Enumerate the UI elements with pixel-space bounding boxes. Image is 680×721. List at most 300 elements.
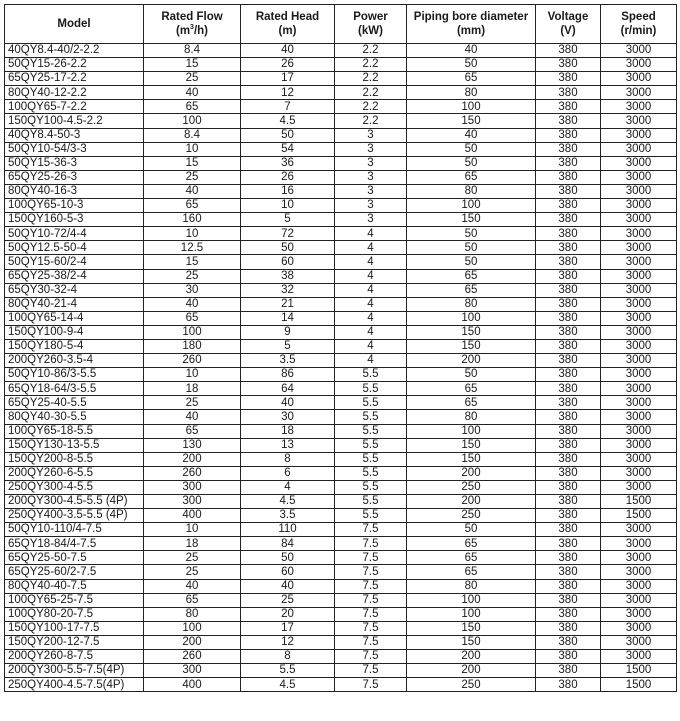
cell-voltage: 380: [536, 410, 601, 424]
cell-speed: 3000: [601, 438, 677, 452]
cell-rated-head: 5: [241, 213, 335, 227]
cell-model: 150QY100-9-4: [5, 325, 144, 339]
cell-rated-flow: 15: [144, 255, 241, 269]
cell-model: 80QY40-12-2.2: [5, 86, 144, 100]
cell-voltage: 380: [536, 283, 601, 297]
cell-power: 5.5: [335, 466, 407, 480]
table-row: [5, 227, 677, 241]
cell-rated-flow: 260: [144, 650, 241, 664]
table-row: [5, 156, 677, 170]
cell-speed: 1500: [601, 664, 677, 678]
cell-rated-flow: 130: [144, 438, 241, 452]
cell-power: 5.5: [335, 424, 407, 438]
cell-rated-flow: 25: [144, 551, 241, 565]
table-row: [5, 635, 677, 649]
cell-speed: 3000: [601, 565, 677, 579]
cell-speed: 3000: [601, 382, 677, 396]
cell-piping-bore: 200: [407, 495, 536, 509]
cell-rated-flow: 180: [144, 339, 241, 353]
table-row: [5, 368, 677, 382]
cell-rated-flow: 80: [144, 607, 241, 621]
cell-piping-bore: 50: [407, 523, 536, 537]
cell-voltage: 380: [536, 44, 601, 58]
cell-rated-flow: 40: [144, 86, 241, 100]
table-row: [5, 551, 677, 565]
cell-rated-flow: 25: [144, 565, 241, 579]
cell-voltage: 380: [536, 156, 601, 170]
cell-rated-flow: 65: [144, 311, 241, 325]
cell-piping-bore: 100: [407, 199, 536, 213]
cell-speed: 3000: [601, 593, 677, 607]
cell-power: 7.5: [335, 635, 407, 649]
cell-rated-flow: 15: [144, 156, 241, 170]
cell-model: 150QY200-8-5.5: [5, 452, 144, 466]
cell-model: 50QY15-26-2.2: [5, 58, 144, 72]
table-row: [5, 142, 677, 156]
table-row: [5, 297, 677, 311]
cell-piping-bore: 150: [407, 325, 536, 339]
cell-rated-head: 50: [241, 128, 335, 142]
cell-rated-head: 36: [241, 156, 335, 170]
table-row: [5, 382, 677, 396]
cell-rated-head: 17: [241, 72, 335, 86]
pump-spec-table: [4, 4, 677, 692]
header-unit: (r/min): [620, 25, 657, 37]
cell-voltage: 380: [536, 269, 601, 283]
cell-voltage: 380: [536, 128, 601, 142]
cell-piping-bore: 250: [407, 678, 536, 692]
cell-model: 150QY100-17-7.5: [5, 621, 144, 635]
cell-piping-bore: 200: [407, 650, 536, 664]
cell-rated-flow: 30: [144, 283, 241, 297]
cell-piping-bore: 50: [407, 142, 536, 156]
cell-power: 3: [335, 170, 407, 184]
cell-speed: 3000: [601, 170, 677, 184]
cell-model: 65QY18-64/3-5.5: [5, 382, 144, 396]
cell-rated-flow: 18: [144, 537, 241, 551]
table-row: [5, 241, 677, 255]
cell-rated-flow: 12.5: [144, 241, 241, 255]
cell-voltage: 380: [536, 664, 601, 678]
cell-speed: 3000: [601, 579, 677, 593]
table-row: [5, 128, 677, 142]
cell-power: 5.5: [335, 396, 407, 410]
table-row: [5, 664, 677, 678]
cell-speed: 3000: [601, 368, 677, 382]
cell-piping-bore: 50: [407, 255, 536, 269]
table-row: [5, 283, 677, 297]
cell-speed: 3000: [601, 283, 677, 297]
cell-piping-bore: 65: [407, 382, 536, 396]
cell-piping-bore: 50: [407, 156, 536, 170]
cell-model: 50QY12.5-50-4: [5, 241, 144, 255]
cell-speed: 3000: [601, 480, 677, 494]
cell-model: 250QY400-4.5-7.5(4P): [5, 678, 144, 692]
cell-rated-head: 64: [241, 382, 335, 396]
cell-voltage: 380: [536, 86, 601, 100]
cell-power: 7.5: [335, 537, 407, 551]
cell-speed: 1500: [601, 678, 677, 692]
cell-piping-bore: 40: [407, 128, 536, 142]
cell-piping-bore: 80: [407, 184, 536, 198]
cell-piping-bore: 80: [407, 86, 536, 100]
cell-speed: 3000: [601, 339, 677, 353]
header-label: Rated Flow: [161, 11, 223, 23]
header-piping-bore: [407, 5, 536, 44]
cell-rated-flow: 25: [144, 396, 241, 410]
cell-voltage: 380: [536, 311, 601, 325]
cell-voltage: 380: [536, 593, 601, 607]
table-row: [5, 86, 677, 100]
cell-piping-bore: 50: [407, 241, 536, 255]
cell-model: 50QY15-36-3: [5, 156, 144, 170]
table-row: [5, 621, 677, 635]
cell-rated-head: 7: [241, 100, 335, 114]
cell-speed: 3000: [601, 128, 677, 142]
cell-piping-bore: 150: [407, 452, 536, 466]
cell-model: 150QY130-13-5.5: [5, 438, 144, 452]
cell-power: 4: [335, 311, 407, 325]
cell-voltage: 380: [536, 523, 601, 537]
header-unit: (kW): [358, 25, 383, 37]
cell-rated-head: 30: [241, 410, 335, 424]
cell-rated-flow: 100: [144, 621, 241, 635]
cell-power: 5.5: [335, 480, 407, 494]
table-row: [5, 579, 677, 593]
cell-piping-bore: 65: [407, 551, 536, 565]
cell-rated-flow: 200: [144, 452, 241, 466]
cell-model: 50QY10-72/4-4: [5, 227, 144, 241]
cell-voltage: 380: [536, 607, 601, 621]
cell-speed: 3000: [601, 213, 677, 227]
cell-rated-flow: 8.4: [144, 44, 241, 58]
cell-rated-head: 14: [241, 311, 335, 325]
cell-model: 50QY15-60/2-4: [5, 255, 144, 269]
table-row: [5, 325, 677, 339]
header-unit: (m: [175, 25, 191, 37]
cell-speed: 3000: [601, 424, 677, 438]
cell-speed: 3000: [601, 72, 677, 86]
cell-power: 5.5: [335, 438, 407, 452]
cell-power: 5.5: [335, 382, 407, 396]
cell-speed: 3000: [601, 621, 677, 635]
cell-speed: 3000: [601, 269, 677, 283]
cell-power: 5.5: [335, 495, 407, 509]
cell-model: 100QY65-7-2.2: [5, 100, 144, 114]
cell-speed: 3000: [601, 142, 677, 156]
cell-model: 250QY300-4-5.5: [5, 480, 144, 494]
cell-voltage: 380: [536, 339, 601, 353]
cell-rated-flow: 18: [144, 382, 241, 396]
cell-piping-bore: 50: [407, 58, 536, 72]
cell-rated-head: 72: [241, 227, 335, 241]
cell-piping-bore: 50: [407, 368, 536, 382]
cell-piping-bore: 80: [407, 579, 536, 593]
cell-piping-bore: 150: [407, 339, 536, 353]
cell-speed: 3000: [601, 184, 677, 198]
table-row: [5, 58, 677, 72]
cell-rated-flow: 300: [144, 480, 241, 494]
cell-power: 7.5: [335, 523, 407, 537]
cell-speed: 3000: [601, 156, 677, 170]
cell-rated-head: 9: [241, 325, 335, 339]
cell-rated-flow: 10: [144, 227, 241, 241]
cell-speed: 3000: [601, 241, 677, 255]
table-row: [5, 424, 677, 438]
cell-power: 5.5: [335, 452, 407, 466]
header-label: Model: [57, 18, 91, 30]
cell-power: 5.5: [335, 509, 407, 523]
table-row: [5, 650, 677, 664]
cell-rated-head: 54: [241, 142, 335, 156]
table-row: [5, 509, 677, 523]
cell-power: 2.2: [335, 114, 407, 128]
cell-model: 50QY10-86/3-5.5: [5, 368, 144, 382]
cell-rated-flow: 160: [144, 213, 241, 227]
cell-rated-flow: 10: [144, 523, 241, 537]
table-row: [5, 678, 677, 692]
cell-voltage: 380: [536, 325, 601, 339]
cell-rated-head: 13: [241, 438, 335, 452]
cell-rated-flow: 200: [144, 635, 241, 649]
cell-piping-bore: 50: [407, 227, 536, 241]
cell-voltage: 380: [536, 466, 601, 480]
cell-power: 7.5: [335, 664, 407, 678]
cell-rated-head: 10: [241, 199, 335, 213]
cell-voltage: 380: [536, 537, 601, 551]
cell-model: 250QY400-3.5-5.5 (4P): [5, 509, 144, 523]
table-row: [5, 396, 677, 410]
cell-piping-bore: 200: [407, 664, 536, 678]
cell-piping-bore: 100: [407, 607, 536, 621]
cell-speed: 3000: [601, 255, 677, 269]
cell-rated-flow: 25: [144, 170, 241, 184]
header-speed: [601, 5, 677, 44]
cell-model: 100QY65-14-4: [5, 311, 144, 325]
table-row: [5, 213, 677, 227]
header-unit: /h): [193, 25, 209, 37]
table-row: [5, 311, 677, 325]
header-label: Speed: [621, 11, 656, 23]
cell-voltage: 380: [536, 480, 601, 494]
cell-power: 4: [335, 241, 407, 255]
cell-power: 2.2: [335, 44, 407, 58]
cell-rated-flow: 25: [144, 269, 241, 283]
table-row: [5, 114, 677, 128]
cell-model: 80QY40-21-4: [5, 297, 144, 311]
cell-rated-head: 60: [241, 565, 335, 579]
cell-voltage: 380: [536, 396, 601, 410]
cell-power: 3: [335, 128, 407, 142]
cell-piping-bore: 65: [407, 565, 536, 579]
cell-speed: 3000: [601, 227, 677, 241]
cell-speed: 3000: [601, 396, 677, 410]
header-row: [5, 5, 677, 44]
cell-power: 4: [335, 283, 407, 297]
cell-power: 3: [335, 156, 407, 170]
cell-power: 7.5: [335, 579, 407, 593]
cell-rated-flow: 40: [144, 410, 241, 424]
cell-voltage: 380: [536, 72, 601, 86]
cell-voltage: 380: [536, 297, 601, 311]
cell-model: 65QY25-38/2-4: [5, 269, 144, 283]
cell-piping-bore: 100: [407, 593, 536, 607]
cell-voltage: 380: [536, 452, 601, 466]
cell-speed: 3000: [601, 410, 677, 424]
cell-rated-head: 20: [241, 607, 335, 621]
cell-piping-bore: 65: [407, 283, 536, 297]
cell-rated-head: 4.5: [241, 495, 335, 509]
header-unit: (V): [560, 25, 576, 37]
cell-power: 4: [335, 354, 407, 368]
table-row: [5, 593, 677, 607]
cell-piping-bore: 65: [407, 537, 536, 551]
header-rated-flow: [144, 5, 241, 44]
cell-model: 50QY10-110/4-7.5: [5, 523, 144, 537]
cell-rated-head: 26: [241, 58, 335, 72]
cell-voltage: 380: [536, 621, 601, 635]
cell-rated-flow: 40: [144, 579, 241, 593]
cell-voltage: 380: [536, 354, 601, 368]
cell-model: 65QY25-60/2-7.5: [5, 565, 144, 579]
cell-speed: 3000: [601, 199, 677, 213]
cell-piping-bore: 65: [407, 72, 536, 86]
cell-model: 40QY8.4-40/2-2.2: [5, 44, 144, 58]
cell-rated-head: 8: [241, 452, 335, 466]
header-power: [335, 5, 407, 44]
cell-rated-head: 4: [241, 480, 335, 494]
cell-rated-head: 50: [241, 241, 335, 255]
cell-model: 150QY160-5-3: [5, 213, 144, 227]
cell-speed: 3000: [601, 607, 677, 621]
cell-speed: 3000: [601, 297, 677, 311]
cell-power: 2.2: [335, 72, 407, 86]
cell-piping-bore: 80: [407, 297, 536, 311]
cell-voltage: 380: [536, 635, 601, 649]
table-row: [5, 537, 677, 551]
cell-speed: 3000: [601, 354, 677, 368]
cell-model: 40QY8.4-50-3: [5, 128, 144, 142]
cell-model: 65QY25-17-2.2: [5, 72, 144, 86]
cell-speed: 3000: [601, 100, 677, 114]
cell-speed: 3000: [601, 537, 677, 551]
cell-voltage: 380: [536, 382, 601, 396]
cell-rated-head: 17: [241, 621, 335, 635]
cell-rated-head: 32: [241, 283, 335, 297]
cell-voltage: 380: [536, 255, 601, 269]
table-row: [5, 269, 677, 283]
cell-model: 80QY40-16-3: [5, 184, 144, 198]
cell-model: 200QY300-4.5-5.5 (4P): [5, 495, 144, 509]
cell-power: 3: [335, 184, 407, 198]
cell-voltage: 380: [536, 184, 601, 198]
cell-rated-flow: 65: [144, 593, 241, 607]
table-row: [5, 72, 677, 86]
cell-rated-head: 38: [241, 269, 335, 283]
cell-rated-head: 4.5: [241, 114, 335, 128]
cell-speed: 3000: [601, 58, 677, 72]
cell-piping-bore: 150: [407, 621, 536, 635]
cell-rated-flow: 400: [144, 678, 241, 692]
cell-voltage: 380: [536, 114, 601, 128]
cell-rated-head: 5: [241, 339, 335, 353]
cell-piping-bore: 65: [407, 396, 536, 410]
cell-rated-flow: 300: [144, 664, 241, 678]
cell-speed: 1500: [601, 509, 677, 523]
spec-table-container: [4, 4, 677, 692]
table-row: [5, 199, 677, 213]
cell-model: 100QY65-10-3: [5, 199, 144, 213]
cell-piping-bore: 150: [407, 213, 536, 227]
cell-rated-head: 26: [241, 170, 335, 184]
cell-speed: 1500: [601, 495, 677, 509]
cell-piping-bore: 40: [407, 44, 536, 58]
cell-power: 4: [335, 297, 407, 311]
cell-power: 7.5: [335, 593, 407, 607]
cell-voltage: 380: [536, 565, 601, 579]
cell-speed: 3000: [601, 466, 677, 480]
cell-rated-head: 3.5: [241, 509, 335, 523]
cell-speed: 3000: [601, 114, 677, 128]
header-unit: (m): [278, 25, 297, 37]
cell-voltage: 380: [536, 579, 601, 593]
cell-speed: 3000: [601, 44, 677, 58]
cell-voltage: 380: [536, 227, 601, 241]
header-rated-head: [241, 5, 335, 44]
cell-piping-bore: 250: [407, 480, 536, 494]
cell-power: 5.5: [335, 368, 407, 382]
cell-rated-head: 50: [241, 551, 335, 565]
cell-model: 65QY25-50-7.5: [5, 551, 144, 565]
cell-piping-bore: 150: [407, 635, 536, 649]
cell-voltage: 380: [536, 368, 601, 382]
header-model: [5, 5, 144, 44]
header-label: Piping bore diameter: [413, 11, 529, 23]
cell-rated-flow: 400: [144, 509, 241, 523]
header-label: Power: [353, 11, 388, 23]
cell-speed: 3000: [601, 311, 677, 325]
cell-rated-flow: 100: [144, 114, 241, 128]
cell-piping-bore: 150: [407, 438, 536, 452]
cell-rated-flow: 25: [144, 72, 241, 86]
cell-speed: 3000: [601, 551, 677, 565]
cell-model: 100QY80-20-7.5: [5, 607, 144, 621]
table-row: [5, 255, 677, 269]
cell-power: 7.5: [335, 621, 407, 635]
header-voltage: [536, 5, 601, 44]
table-row: [5, 339, 677, 353]
cell-rated-flow: 300: [144, 495, 241, 509]
cell-power: 5.5: [335, 410, 407, 424]
cell-voltage: 380: [536, 495, 601, 509]
table-row: [5, 184, 677, 198]
cell-rated-head: 25: [241, 593, 335, 607]
cell-voltage: 380: [536, 551, 601, 565]
cell-model: 150QY180-5-4: [5, 339, 144, 353]
table-header: [5, 5, 677, 44]
cell-speed: 3000: [601, 86, 677, 100]
cell-rated-head: 16: [241, 184, 335, 198]
cell-rated-flow: 260: [144, 354, 241, 368]
cell-rated-flow: 10: [144, 368, 241, 382]
cell-power: 7.5: [335, 607, 407, 621]
cell-rated-head: 40: [241, 579, 335, 593]
cell-model: 100QY65-18-5.5: [5, 424, 144, 438]
cell-rated-flow: 15: [144, 58, 241, 72]
cell-rated-head: 6: [241, 466, 335, 480]
cell-rated-head: 40: [241, 44, 335, 58]
cell-power: 2.2: [335, 100, 407, 114]
